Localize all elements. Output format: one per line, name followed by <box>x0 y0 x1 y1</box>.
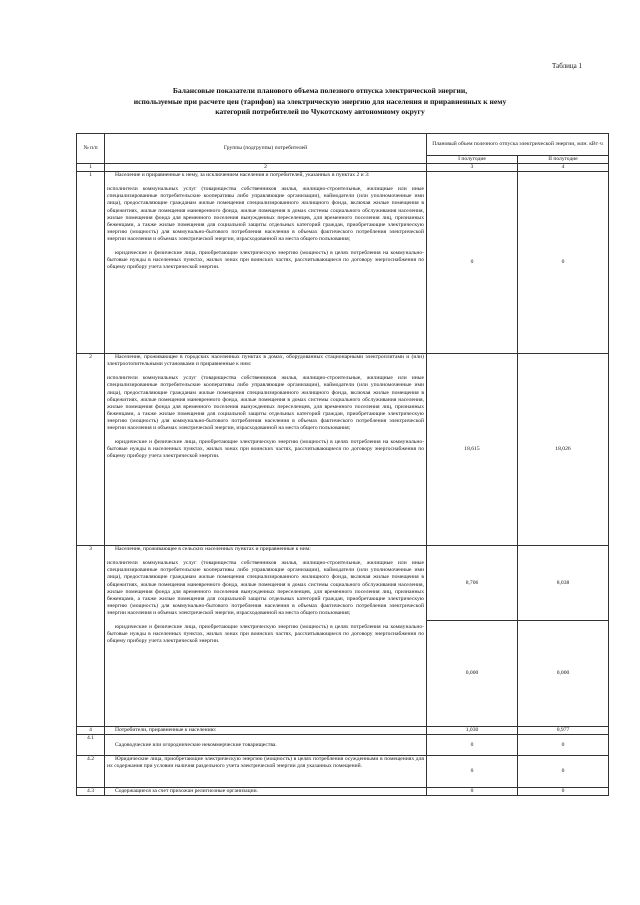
row-description <box>105 756 427 788</box>
title-line: Балансовые показатели планового объема полезного отпуска электрической энергии, <box>172 86 468 95</box>
value-half2: 0 <box>518 788 609 796</box>
row-title: Содержащиеся за счет прихожан религиозные организации. <box>115 788 259 795</box>
row-description <box>105 172 427 354</box>
table-row <box>77 172 609 354</box>
row-title: Садоводческие или огороднические некоммерческие товарищества. <box>115 741 277 748</box>
value-half1: 0 <box>427 172 518 354</box>
document-title <box>70 86 570 118</box>
value-half2: 0,000 <box>556 670 570 677</box>
row-title: Юридические лица, приобретающие электрическую энергию (мощность) в целях потребления осужденными в помещениях для их содержания при условии наличия раздельного учета электрической энергии для указанных помещений. <box>107 756 424 770</box>
row-title: Население, проживающее в городских населенных пунктах в домах, оборудованных стационарными электроплитами и (или) электроотопительными установками и приравненные к ним: <box>107 354 424 368</box>
col-number: 1 <box>77 164 105 172</box>
row-number: 3 <box>77 546 105 727</box>
col-number: 2 <box>105 164 427 172</box>
col-number: 3 <box>427 164 518 172</box>
row-paragraph: исполнители коммунальных услуг (товарищества собственников жилья, жилищно-строительные, жилищные или иные специализированные потребительские кооперативы либо управляющие организации), наймодатели (или уполномоченные ими лица), предоставляющие гражданам жилые помещения специализированного жилищного фонда, включая жилые помещения в общежитиях, жилые помещения маневренного фонда, жилые помещения в домах системы социального обслуживания населения, жилые помещения фонда для временного поселения вынужденных переселенцев, для временного поселения лиц, признанных беженцами, а также жилые помещения для социальной защиты отдельных категорий граждан, приобретающие электрическую энергию (мощность) для коммунально-бытового потребления населения в объемах фактического потребления электрической энергии населения и объемах электрической энергии, израсходованной на места общего пользования; <box>107 186 424 242</box>
value-half2: 0 <box>518 756 609 788</box>
table-row <box>77 788 609 796</box>
value-half2: 0 <box>518 172 609 354</box>
table-row <box>77 354 609 546</box>
row-paragraph: исполнители коммунальных услуг (товарищества собственников жилья, жилищно-строительные, жилищные или иные специализированные потребительские кооперативы либо управляющие организации), наймодатели (или уполномоченные ими лица), предоставляющие гражданам жилые помещения специализированного жилищного фонда, включая жилые помещения в общежитиях, жилые помещения маневренного фонда, жилые помещения в домах системы социального обслуживания населения, жилые помещения фонда для временного поселения вынужденных переселенцев, для временного поселения лиц, признанных беженцами, а также жилые помещения для социальной защиты отдельных категорий граждан, приобретающие электрическую энергию (мощность) для коммунально-бытового потребления населения в объемах фактического потребления электрической энергии населения и объемах электрической энергии, израсходованной на места общего пользования; <box>107 375 424 432</box>
row-description <box>105 727 427 735</box>
row-description <box>105 354 427 546</box>
row-number: 4.3 <box>77 788 105 796</box>
col-number: 4 <box>518 164 609 172</box>
value-half1: 0 <box>427 788 518 796</box>
value-half1: 0,000 <box>465 670 479 677</box>
row-number: 4 <box>77 727 105 735</box>
row-paragraph: юридические и физические лица, приобретающие электрическую энергию (мощность) в целях потребления на коммунально-бытовые нужды в населенных пунктах, жилых зонах при воинских частях, рассчитывающиеся по договору энергоснабжения по общему прибору учета электрической энергии. <box>107 250 424 271</box>
row-number: 4.2 <box>77 756 105 788</box>
value-half2: 18,026 <box>518 354 609 546</box>
header-num: № п/п <box>77 134 105 164</box>
value-half1: 8,706 <box>427 546 517 621</box>
value-half2: 0,977 <box>518 727 609 735</box>
value-half1-split <box>427 546 518 727</box>
row-paragraph: юридические и физические лица, приобретающие электрическую энергию (мощность) в целях потребления на коммунально-бытовые нужды в населенных пунктах, жилых зонах при воинских частях, рассчитывающиеся по договору энергоснабжения по общему прибору учета электрической энергии. <box>107 439 424 460</box>
title-line: категорий потребителей по Чукотскому автономному округу <box>215 107 425 116</box>
row-paragraph: исполнители коммунальных услуг (товарищества собственников жилья, жилищно-строительные, жилищные или иные специализированные потребительские кооперативы либо управляющие организации), наймодатели (или уполномоченные ими лица), предоставляющие гражданам жилые помещения специализированного жилищного фонда, включая жилые помещения в общежитиях, жилые помещения маневренного фонда, жилые помещения в домах системы социального обслуживания населения, жилые помещения фонда для временного поселения вынужденных переселенцев, для временного поселения лиц, признанных беженцами, а также жилые помещения для социальной защиты отдельных категорий граждан, приобретающие электрическую энергию (мощность) для коммунально-бытового потребления населения в объемах фактического потребления электрической энергии населения и объемах электрической энергии, израсходованной на места общего пользования; <box>107 560 424 616</box>
value-half1: 0 <box>427 735 518 756</box>
value-half1: 1,030 <box>427 727 518 735</box>
row-number: 4.1 <box>77 735 105 756</box>
row-title: Население и приравненные к нему, за исключением населения и потребителей, указанных в пунктах 2 и 3: <box>115 172 370 179</box>
value-half1: 18,615 <box>427 354 518 546</box>
header-half1: I полугодие <box>427 156 518 164</box>
header-half2: II полугодие <box>518 156 609 164</box>
row-description <box>105 788 427 796</box>
value-half2-split <box>518 546 609 727</box>
table-caption-label: Таблица 1 <box>552 62 582 70</box>
row-description <box>105 735 427 756</box>
balance-table <box>76 133 609 796</box>
row-description <box>105 546 427 727</box>
row-title: Потребители, приравненные к населению: <box>115 727 217 734</box>
column-numbers-row <box>77 164 609 172</box>
row-paragraph: юридические и физические лица, приобретающие электрическую энергию (мощность) в целях потребления на коммунально-бытовые нужды в населенных пунктах, жилых зонах при воинских частях, рассчитывающиеся по договору энергоснабжения по общему прибору учета электрической энергии. <box>107 624 424 645</box>
title-line: используемые при расчете цен (тарифов) на электрическую энергию для населения и приравненных к нему <box>133 96 507 106</box>
row-number: 2 <box>77 354 105 546</box>
header-groups: Группы (подгруппы) потребителей <box>105 134 427 164</box>
value-half2: 0 <box>518 735 609 756</box>
value-half1: 0 <box>427 756 518 788</box>
row-title: Население, проживающее в сельских населенных пунктах и приравненные к ним: <box>115 546 311 553</box>
table-row <box>77 756 609 788</box>
header-volume: Плановый объем полезного отпуска электрической энергии, млн. кВт·ч <box>427 134 609 156</box>
table-row <box>77 546 609 727</box>
table-row <box>77 727 609 735</box>
value-half2: 8,038 <box>518 546 608 621</box>
table-row <box>77 735 609 756</box>
row-number: 1 <box>77 172 105 354</box>
